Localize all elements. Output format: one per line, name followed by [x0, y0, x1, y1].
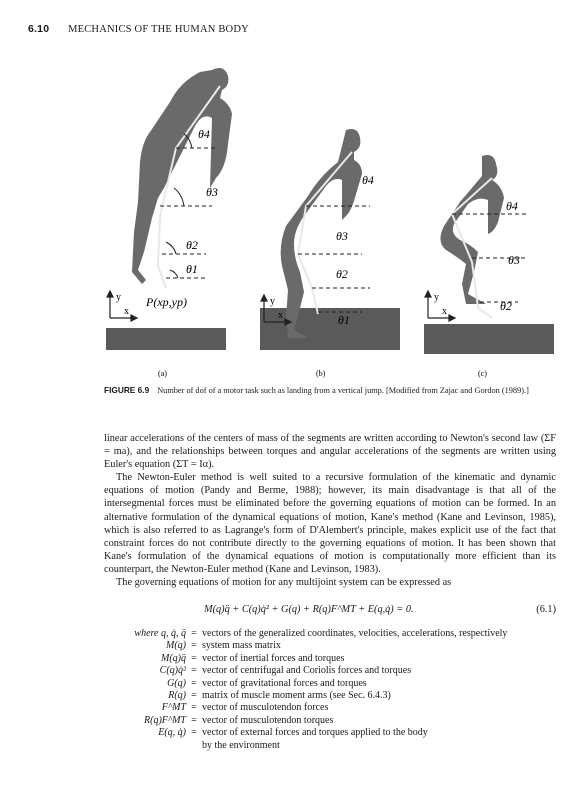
silhouette-a	[132, 68, 232, 284]
running-title: MECHANICS OF THE HUMAN BODY	[68, 24, 249, 35]
point-label: P(xp,yp)	[146, 295, 187, 309]
panel-label-c: (c)	[478, 369, 487, 378]
def-desc: vector of musculotendon torques	[202, 714, 334, 726]
figure-caption	[104, 385, 554, 396]
def-symbol: E(q, q̇)	[158, 727, 186, 739]
theta4-c: θ4	[506, 199, 518, 213]
theta4-b: θ4	[362, 173, 374, 187]
axis-x-a: x	[124, 306, 129, 317]
theta4-a: θ4	[198, 127, 210, 141]
def-desc: system mass matrix	[202, 640, 281, 652]
caption-label: FIGURE 6.9	[104, 385, 150, 395]
axis-y-b: y	[270, 296, 275, 307]
theta3-c: θ3	[508, 253, 520, 267]
def-symbol: R(q)F^MT	[144, 714, 186, 726]
theta2-a: θ2	[186, 238, 198, 252]
panel-c	[424, 155, 554, 378]
panel-b	[260, 129, 400, 378]
axes-a	[107, 291, 137, 321]
theta3-a: θ3	[206, 185, 218, 199]
ground-a	[106, 328, 226, 350]
definition-row: R(q)F^MT = vector of musculotendon torques	[104, 715, 564, 727]
definition-row: R(q) = matrix of muscle moment arms (see Sec. 6.4.3)	[104, 690, 564, 702]
def-desc: vector of inertial forces and torques	[202, 652, 345, 664]
silhouette-c	[440, 155, 504, 304]
definition-row: M(q)q̈ = vector of inertial forces and torques	[104, 653, 564, 665]
theta3-b: θ3	[336, 229, 348, 243]
def-symbol: G(q)	[167, 677, 186, 689]
panel-a	[106, 68, 232, 378]
panel-label-a: (a)	[158, 369, 167, 378]
definition-row: E(q, q̇) = vector of external forces and torques applied to the body	[104, 727, 564, 739]
page-header	[28, 23, 249, 35]
def-desc: vector of centrifugal and Coriolis forces and torques	[202, 665, 412, 677]
axis-y-a: y	[116, 292, 121, 303]
definition-row: where q, q̇, q̈ = vectors of the generalized coordinates, velocities, accelerations, respectively	[104, 628, 564, 640]
figure-6-9	[100, 56, 560, 386]
theta1-a: θ1	[186, 262, 198, 276]
equation-number: (6.1)	[536, 604, 556, 615]
theta2-c: θ2	[500, 299, 512, 313]
def-desc: vector of musculotendon forces	[202, 702, 329, 714]
definition-row: G(q) = vector of gravitational forces and torques	[104, 678, 564, 690]
def-desc: vectors of the generalized coordinates, velocities, accelerations, respectively	[202, 628, 508, 639]
def-desc: vector of external forces and torques applied to the body	[202, 727, 428, 739]
paragraph-2: The Newton-Euler method is well suited to a recursive formulation of the kinematic and dynamic equations of motion (Pandy and Berme, 1988); however, its main disadvantage is that all of the intersegmental forces must be eliminated before the governing equations of motion can be formed. In an alternative formulation of the dynamical equations of motion, Kane's method (Kane and Levinson, 1985), which is also referred to as Lagrange's form of D'Alembert's principle, makes explicit use of the fact that constraint forces do not contribute directly to the governing equations of motion. It has been shown that Kane's formulation of the dynamical equations of motion is computationally more efficient than its counterpart, the Newton-Euler method (Kane and Levinson, 1983).	[104, 472, 556, 575]
def-desc: vector of gravitational forces and torques	[202, 677, 367, 689]
def-symbol: M(q)	[166, 640, 186, 652]
def-desc: matrix of muscle moment arms (see Sec. 6.4.3)	[202, 690, 391, 702]
silhouette-b	[281, 129, 362, 338]
ground-c	[424, 324, 554, 354]
def-symbol: where q, q̇, q̈	[134, 628, 186, 639]
axis-y-c: y	[434, 292, 439, 303]
definition-list	[104, 628, 564, 752]
body-text	[104, 432, 556, 589]
panel-label-b: (b)	[316, 369, 326, 378]
def-symbol: R(q)	[168, 690, 186, 702]
axes-c	[425, 291, 455, 321]
paragraph-3: The governing equations of motion for any multijoint system can be expressed as	[116, 577, 452, 589]
definition-row	[104, 740, 564, 752]
axis-x-c: x	[442, 306, 447, 317]
axis-x-b: x	[278, 310, 283, 321]
def-symbol	[104, 740, 186, 752]
definition-row: M(q) = system mass matrix	[104, 640, 564, 652]
definition-row: F^MT = vector of musculotendon forces	[104, 702, 564, 714]
figure-illustration	[100, 56, 560, 386]
theta1-b: θ1	[338, 313, 350, 327]
def-symbol: M(q)q̈	[161, 652, 186, 664]
caption-text: Number of dof of a motor task such as landing from a vertical jump. [Modified from Zajac and Gordon (1989).]	[157, 386, 529, 395]
equation-text: M(q)q̈ + C(q)q̇² + G(q) + R(q)F^MT + E(q,q̇) = 0.	[204, 604, 414, 615]
definition-row: C(q)q̇² = vector of centrifugal and Coriolis forces and torques	[104, 665, 564, 677]
def-symbol: C(q)q̇²	[159, 665, 186, 677]
def-symbol: F^MT	[161, 702, 186, 714]
theta2-b: θ2	[336, 267, 348, 281]
paragraph-1: linear accelerations of the centers of mass of the segments are written according to Newton's second law (ΣF = ma), and the relationships between torques and angular accelerations of the segments are written using Euler's equation (ΣT = Iα).	[104, 433, 556, 471]
def-desc: by the environment	[202, 739, 280, 751]
section-number: 6.10	[28, 23, 50, 35]
